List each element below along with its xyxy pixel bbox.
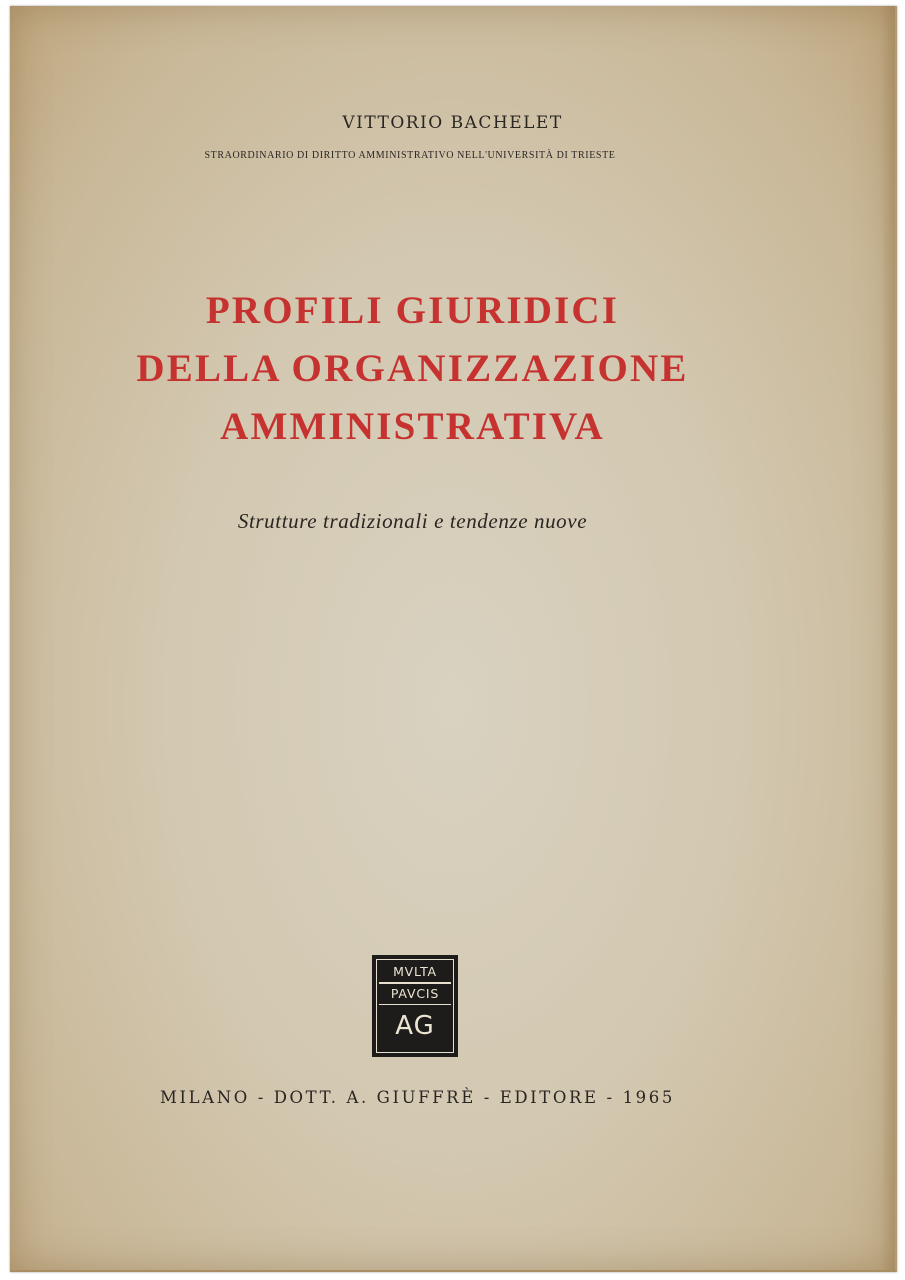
book-cover bbox=[10, 6, 897, 1272]
publisher-logo-frame bbox=[376, 959, 454, 1053]
title-line-2: DELLA ORGANIZZAZIONE bbox=[136, 347, 689, 390]
author-affiliation: STRAORDINARIO DI DIRITTO AMMINISTRATIVO NELL'UNIVERSITÀ DI TRIESTE bbox=[204, 150, 616, 161]
logo-word-multa: MVLTA bbox=[393, 964, 437, 979]
title-line-3: AMMINISTRATIVA bbox=[220, 405, 605, 448]
logo-divider bbox=[379, 982, 451, 984]
logo-monogram: AG bbox=[395, 1011, 435, 1041]
logo-divider bbox=[379, 1004, 451, 1006]
title-line-1: PROFILI GIURIDICI bbox=[205, 289, 620, 332]
book-title bbox=[0, 282, 825, 456]
publisher-logo bbox=[372, 955, 458, 1057]
book-subtitle: Strutture tradizionali e tendenze nuove bbox=[237, 509, 588, 533]
logo-word-paucis: PAVCIS bbox=[390, 985, 440, 1001]
author-name: VITTORIO BACHELET bbox=[342, 113, 563, 133]
publisher-imprint: MILANO - DOTT. A. GIUFFRÈ - EDITORE - 1965 bbox=[160, 1088, 675, 1107]
